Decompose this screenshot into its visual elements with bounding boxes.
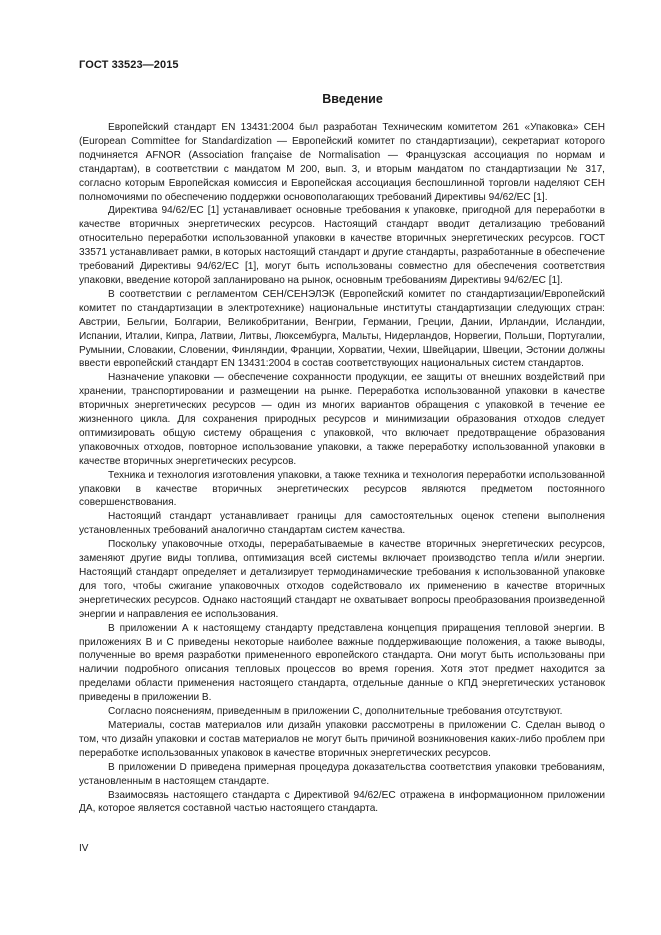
section-title: Введение [322,92,383,106]
paragraph-energy-recovery: Поскольку упаковочные отходы, перерабатываемые в качестве вторичных энергетических ресурсов, заменяют другие виды топлива, оптимизация всей системы включает производство тепла и/или энергии. Настоящий стандарт определяет и детализирует термодинамические требования к использованной упаковке для того, чтобы сжигание упаковочных отходов содействовало их применению в качестве вторичных энергетических ресурсов. Однако настоящий стандарт не охватывает вопросы преобразования произведенной энергии и направления ее использования. [79,539,605,620]
paragraph-en-origin: Европейский стандарт EN 13431:2004 был разработан Техническим комитетом 261 «Упаковка» CEH (European Committee for Standardization — Европейский комитет по стандартизации), секретариат которого подчиняется AFNOR (Association française de Normalisation — Французская ассоциация по нормам и стандартам), в соответствии с мандатом М 200, вып. 3, и вторым мандатом по стандартизации № 317, согласно которым Европейская комиссия и Европейская ассоциация беспошлинной торговли наделяют CEH полномочиями по обеспечению поддержки основополагающих требований Директивы 94/62/ЕС [1]. [79,122,605,203]
paragraph-annex-c-notes: Согласно пояснениям, приведенным в приложении С, дополнительные требования отсутствуют. [108,706,563,718]
paragraph-annex-d: В приложении D приведена примерная процедура доказательства соответствия упаковки требованиям, установленным в настоящем стандарте. [79,761,605,787]
page-number: IV [79,843,89,854]
paragraph-packaging-purpose: Назначение упаковки — обеспечение сохранности продукции, ее защиты от внешних воздействий при хранении, транспортировании и размещении на рынке. Переработка использованной упаковки в качестве вторичных энергетических ресурсов — один из многих вариантов обращения с упаковкой в течение ее жизненного цикла. Для сохранения природных ресурсов и минимизации образования отходов следует оптимизировать общую систему обращения с упаковкой, что включает предотвращение образования упаковочных отходов, повторное использование упаковки, а также переработку использованной упаковки в качестве вторичных энергетических ресурсов. [79,372,605,467]
paragraph-boundaries: Настоящий стандарт устанавливает границы для самостоятельных оценок степени выполнения установленных требований аналогично стандартам систем качества. [79,511,605,537]
introduction-body [79,121,605,816]
paragraph-directive: Директива 94/62/ЕС [1] устанавливает основные требования к упаковке, пригодной для переработки в качестве вторичных энергетических ресурсов. Настоящий стандарт вводит детализацию требований относительно переработки использованной упаковки в качестве вторичных энергетических ресурсов. ГОСТ 33571 устанавливает рамки, в которых настоящий стандарт и другие стандарты, разработанные в обеспечение требований Директивы 94/62/ЕС [1], могут быть использованы совместно для обеспечения соответствия упаковки, введение которой запланировано на рынок, основным требованиям Директивы 94/62/ЕС [1]. [79,205,605,286]
paragraph-technology: Техника и технология изготовления упаковки, а также техника и технология переработки использованной упаковки в качестве вторичных энергетических ресурсов являются предметом постоянного совершенствования. [79,469,605,509]
paragraph-materials: Материалы, состав материалов или дизайн упаковки рассмотрены в приложении С. Сделан вывод о том, что дизайн упаковки и состав материалов не могут быть причиной возникновения каких-либо проблем при переработке использованных упаковок в качестве вторичных энергетических ресурсов. [79,719,605,759]
paragraph-annex-da: Взаимосвязь настоящего стандарта с Директивой 94/62/ЕС отражена в информационном приложении ДА, которое является составной частью настоящего стандарта. [79,789,605,815]
paragraph-annex-a: В приложении А к настоящему стандарту представлена концепция приращения тепловой энергии. В приложениях В и С приведены некоторые наиболее важные поддерживающие положения, а также выводы, полученные во время разработки примененного европейского стандарта. Они могут быть использованы при наличии подробного описания тепловых процессов во время горения. Хотя этот предмет находится за пределами области применения настоящего стандарта, отдельные данные о КПД энергетических установок приведены в приложении В. [79,622,605,704]
paragraph-cen-regulation: В соответствии с регламентом CEH/CEHЭЛЭК (Европейский комитет по стандартизации/Европейский комитет по стандартизации в электротехнике) национальные институты стандартизации следующих стран: Австрии, Бельгии, Болгарии, Великобритании, Венгрии, Германии, Греции, Дании, Ирландии, Исландии, Испании, Италии, Кипра, Латвии, Литвы, Люксембурга, Мальты, Нидерландов, Норвегии, Польши, Португалии, Румынии, Словакии, Словении, Финляндии, Франции, Хорватии, Чехии, Швейцарии, Швеции, Эстонии должны ввести европейский стандарт EN 13431:2004 в состав соответствующих национальных систем стандартов. [79,288,605,370]
standard-code: ГОСТ 33523—2015 [79,59,179,71]
